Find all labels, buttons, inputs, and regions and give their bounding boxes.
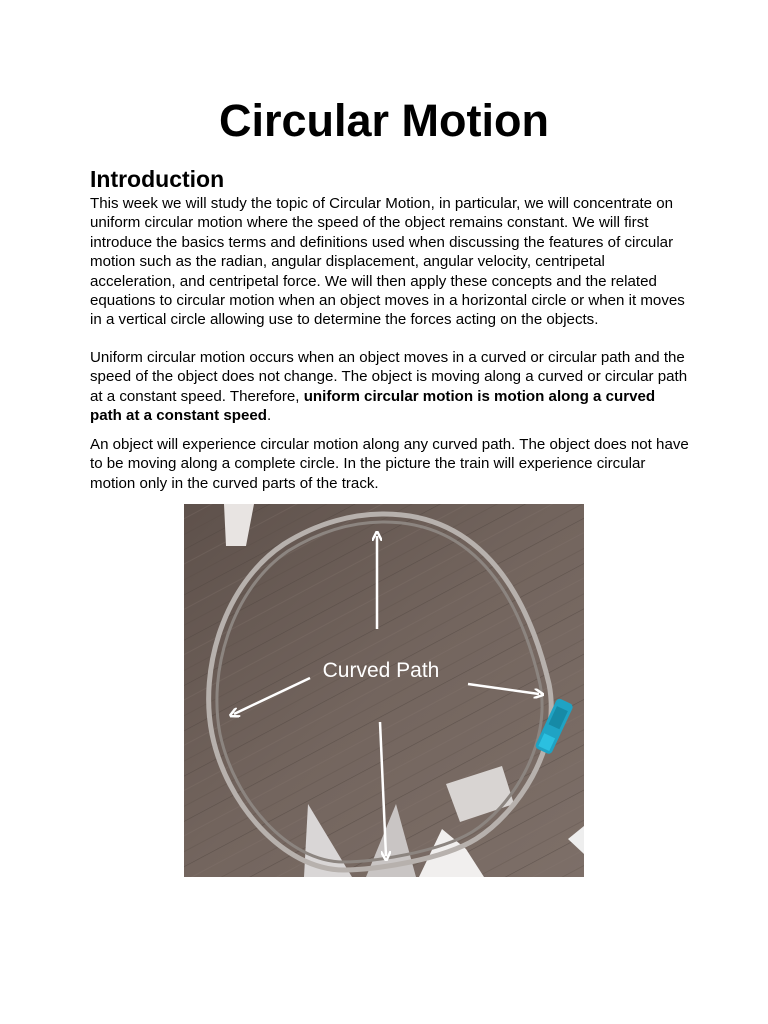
section-heading-introduction: Introduction bbox=[90, 166, 225, 192]
paragraph-intro: This week we will study the topic of Circular Motion, in particular, we will concentrate on uniform circular motion where the speed of the object remains constant. We will first introduce the basics terms and definitions used when discussing the features of circular motion such as the radian, angular displacement, angular velocity, centripetal acceleration, and centripetal force. We will then apply these concepts and the related equations to circular motion when an object moves in a horizontal circle or when it moves in a vertical circle allowing use to determine the forces acting on the objects. bbox=[90, 195, 685, 329]
definition-bold-text: uniform circular motion is motion along a curved path at a constant speed bbox=[90, 387, 656, 425]
page-title: Circular Motion bbox=[218, 95, 549, 146]
paragraph-period: . bbox=[266, 407, 272, 425]
paragraph-curved-path: An object will experience circular motion along any curved path. The object does not have to be moving along a complete circle. In the picture the train will experience circular motion only in the curved parts of the track. bbox=[90, 436, 689, 492]
paragraph-uniform-circular-motion bbox=[90, 348, 690, 426]
paragraph-text: Uniform circular motion occurs when an object moves in a curved or circular path and the speed of the object does not change. The object is moving along a curved or circular path at a constant speed. Therefore, bbox=[90, 349, 688, 405]
curved-path-label: Curved Path bbox=[322, 659, 440, 682]
train-track-photo bbox=[184, 504, 584, 877]
